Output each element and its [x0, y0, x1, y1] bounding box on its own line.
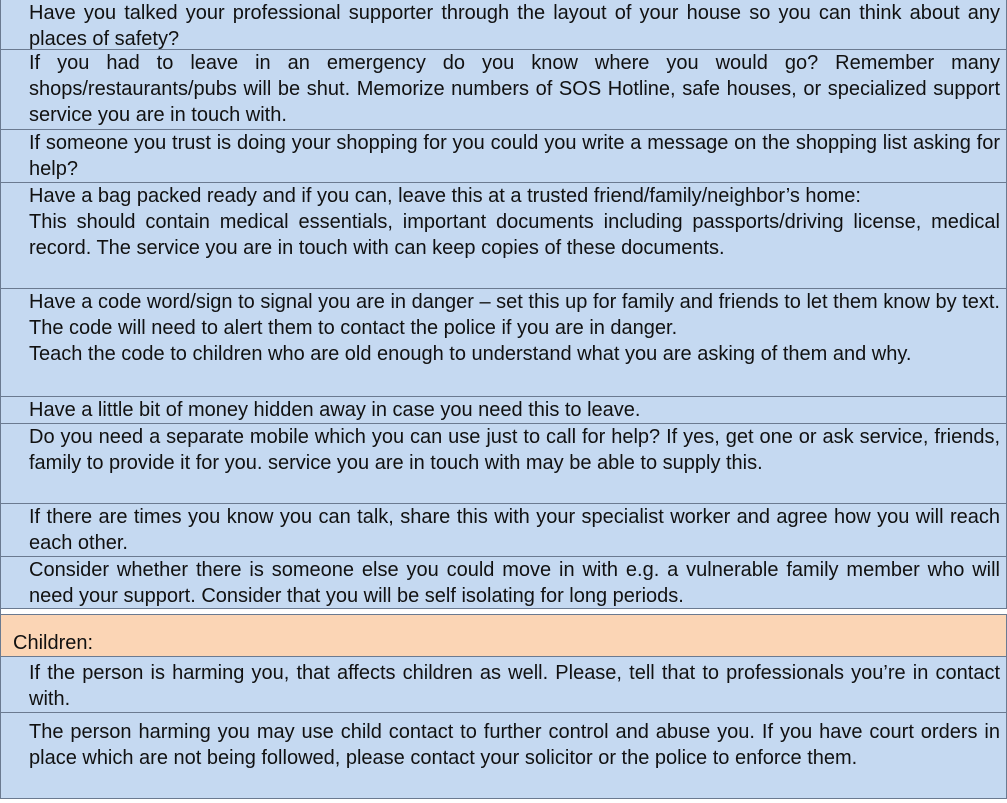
children-section-header	[0, 614, 1007, 657]
row-text: Have you talked your professional supporter through the layout of your house so you can think about any places of safety?	[29, 2, 1000, 50]
table-row	[0, 289, 1007, 397]
row-text: If the person is harming you, that affects children as well. Please, tell that to professionals you’re in contact with.	[29, 662, 1000, 710]
row-text: Do you need a separate mobile which you can use just to call for help? If yes, get one or ask service, friends, family to provide it for you. service you are in touch with may be able to supply this.	[29, 426, 1000, 474]
row-text: Teach the code to children who are old enough to understand what you are asking of them and why.	[29, 343, 912, 365]
row-text: Have a little bit of money hidden away in case you need this to leave.	[29, 399, 641, 421]
row-text: If there are times you know you can talk, share this with your specialist worker and agree how you will reach each other.	[29, 506, 1000, 554]
table-row	[0, 183, 1007, 289]
table-row	[0, 657, 1007, 713]
table-row	[0, 50, 1007, 130]
table-row	[0, 713, 1007, 799]
row-text: Have a bag packed ready and if you can, leave this at a trusted friend/family/neighbor’s home:	[29, 185, 861, 207]
table-row	[0, 397, 1007, 424]
row-text: Have a code word/sign to signal you are in danger – set this up for family and friends to let them know by text. The code will need to alert them to contact the police if you are in danger.	[29, 291, 1000, 339]
table-row	[0, 504, 1007, 557]
table-row	[0, 130, 1007, 183]
children-header-text: Children:	[13, 632, 94, 654]
row-text: This should contain medical essentials, important documents including passports/driving license, medical record. The service you are in touch with can keep copies of these documents.	[29, 211, 1000, 259]
row-text: The person harming you may use child contact to further control and abuse you. If you have court orders in place which are not being followed, please contact your solicitor or the police to enforce them.	[29, 721, 1000, 769]
table-row	[0, 424, 1007, 504]
row-text: Consider whether there is someone else you could move in with e.g. a vulnerable family member who will need your support. Consider that you will be self isolating for long periods.	[29, 559, 1000, 607]
table-row	[0, 0, 1007, 50]
table-row	[0, 557, 1007, 609]
row-text: If someone you trust is doing your shopping for you could you write a message on the shopping list asking for help?	[29, 132, 1000, 180]
row-text: If you had to leave in an emergency do you know where you would go? Remember many shops/restaurants/pubs will be shut. Memorize numbers of SOS Hotline, safe houses, or specialized support service you are in touch with.	[29, 52, 1000, 126]
